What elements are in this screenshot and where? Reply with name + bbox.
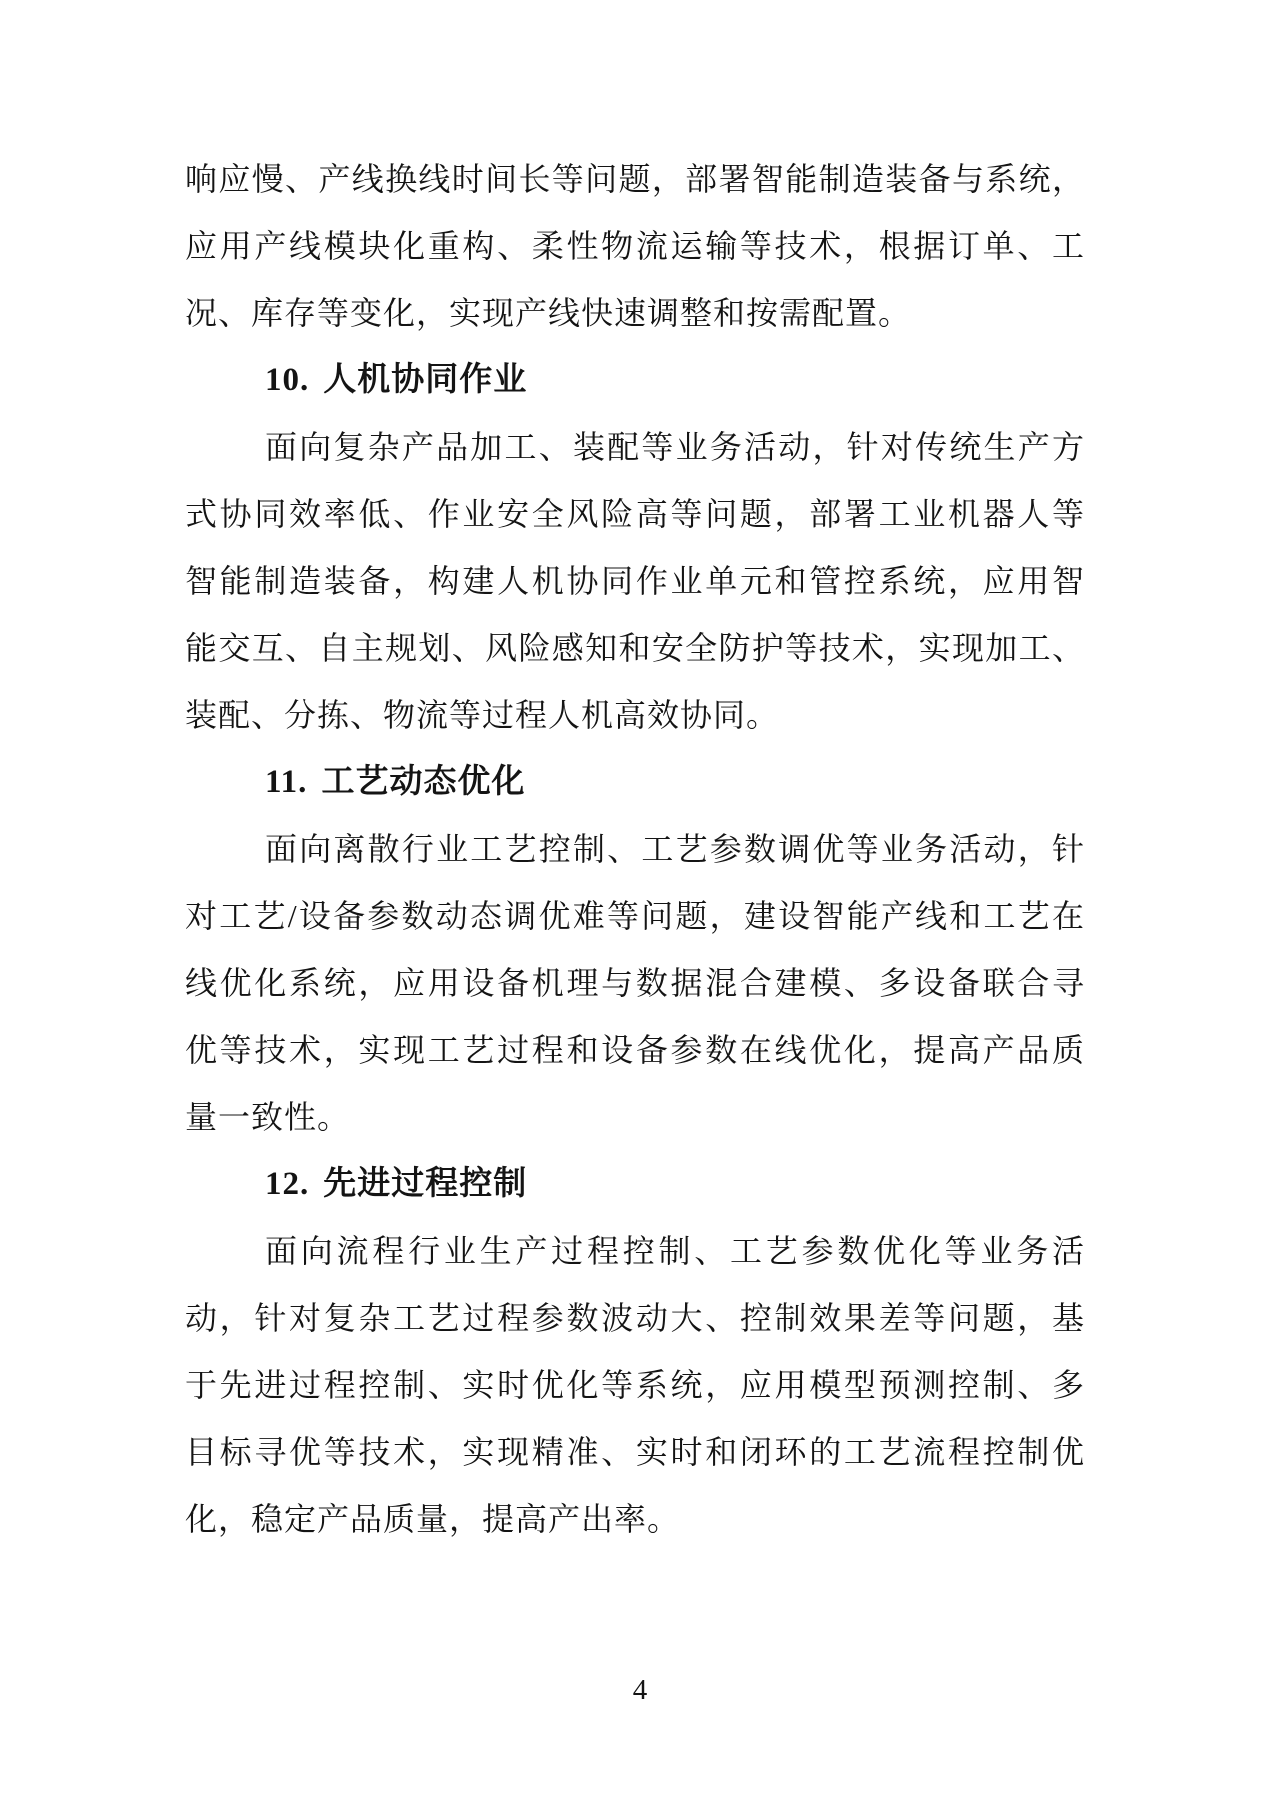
text-line: 于先进过程控制、实时优化等系统，应用模型预测控制、多 <box>185 1367 1085 1403</box>
text-line: 智能制造装备，构建人机协同作业单元和管控系统，应用智 <box>185 563 1085 599</box>
section-number: 11. <box>265 764 308 800</box>
section-heading-10 <box>185 347 1085 414</box>
page-number: 4 <box>632 1674 648 1706</box>
text-line: 优等技术，实现工艺过程和设备参数在线优化，提高产品质 <box>185 1032 1085 1068</box>
section-12-paragraph <box>185 1218 1085 1553</box>
document-body <box>185 146 1085 1553</box>
section-title: 人机协同作业 <box>323 362 528 398</box>
paragraph-continuation <box>185 146 1085 347</box>
text-line: 响应慢、产线换线时间长等问题，部署智能制造装备与系统， <box>185 161 1085 197</box>
text-line: 量一致性。 <box>185 1099 351 1135</box>
section-number: 10. <box>265 362 310 398</box>
section-heading-11 <box>185 749 1085 816</box>
section-title: 工艺动态优化 <box>321 764 526 800</box>
text-line: 面向复杂产品加工、装配等业务活动，针对传统生产方 <box>265 429 1085 465</box>
text-line: 对工艺/设备参数动态调优难等问题，建设智能产线和工艺在 <box>185 898 1085 934</box>
text-line: 动，针对复杂工艺过程参数波动大、控制效果差等问题，基 <box>185 1300 1085 1336</box>
section-heading-12 <box>185 1151 1085 1218</box>
section-10-paragraph <box>185 414 1085 749</box>
text-line: 目标寻优等技术，实现精准、实时和闭环的工艺流程控制优 <box>185 1434 1085 1470</box>
text-line: 应用产线模块化重构、柔性物流运输等技术，根据订单、工 <box>185 228 1085 264</box>
section-title: 先进过程控制 <box>323 1166 528 1202</box>
section-number: 12. <box>265 1166 310 1202</box>
section-11-paragraph <box>185 816 1085 1151</box>
text-line: 面向离散行业工艺控制、工艺参数调优等业务活动，针 <box>265 831 1085 867</box>
text-line: 况、库存等变化，实现产线快速调整和按需配置。 <box>185 295 912 331</box>
text-line: 面向流程行业生产过程控制、工艺参数优化等业务活 <box>265 1233 1085 1269</box>
text-line: 化，稳定产品质量，提高产出率。 <box>185 1501 681 1537</box>
text-line: 线优化系统，应用设备机理与数据混合建模、多设备联合寻 <box>185 965 1085 1001</box>
text-line: 式协同效率低、作业安全风险高等问题，部署工业机器人等 <box>185 496 1085 532</box>
text-line: 装配、分拣、物流等过程人机高效协同。 <box>185 697 780 733</box>
text-line: 能交互、自主规划、风险感知和安全防护等技术，实现加工、 <box>185 630 1085 666</box>
